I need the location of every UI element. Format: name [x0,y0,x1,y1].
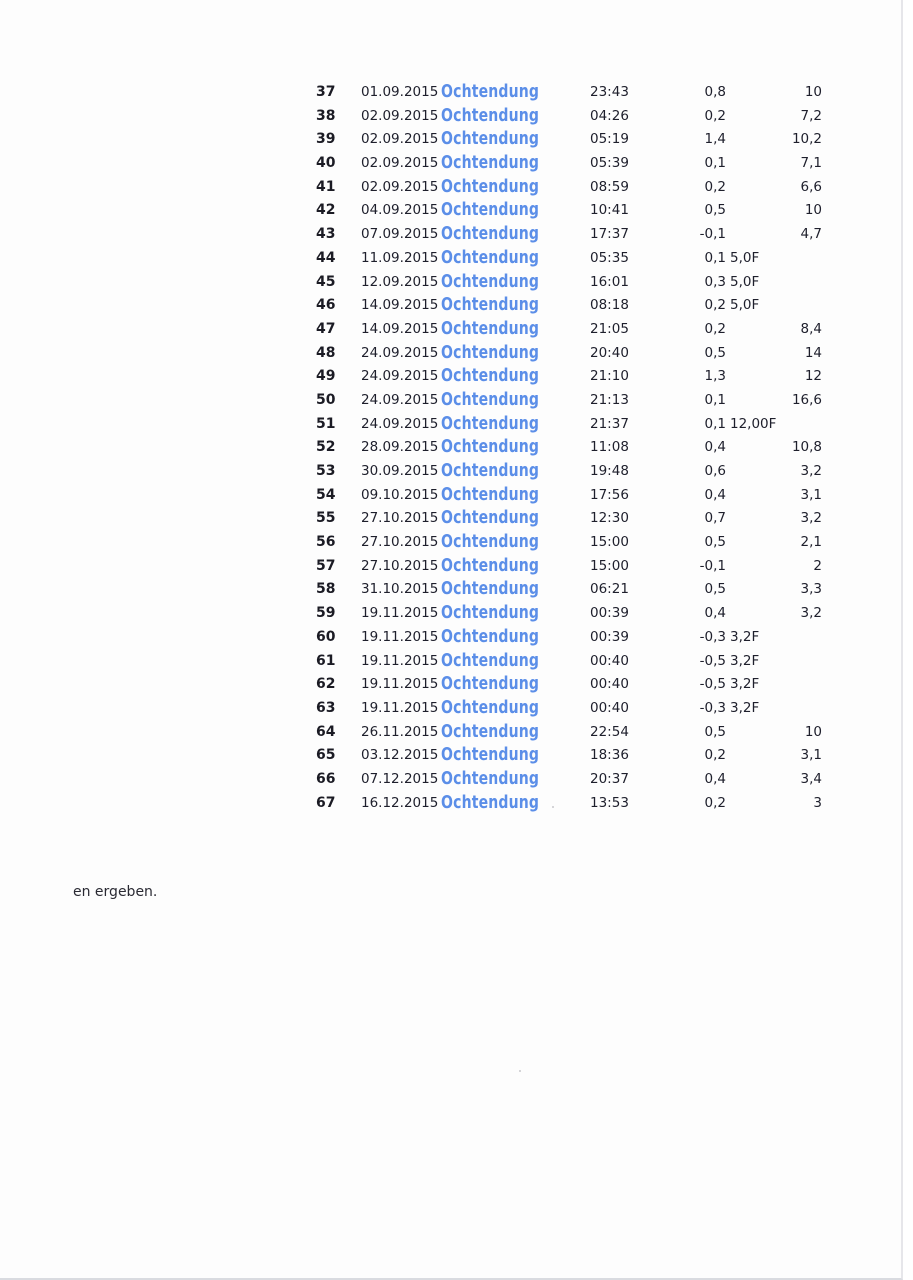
row-number: 51 [316,415,336,432]
table-row [300,295,840,319]
event-date: 30.09.2015 [361,463,439,479]
event-depth: 10,8 [791,439,822,456]
event-magnitude: 0,2 [704,747,726,764]
table-row [300,224,840,248]
row-number: 55 [316,510,336,527]
event-magnitude: 0,1 [704,391,726,408]
table-row [300,627,840,651]
event-date: 26.11.2015 [361,723,439,740]
table-row [300,414,840,438]
row-number: 53 [316,463,336,479]
event-date: 01.09.2015 [361,84,439,100]
event-date: 02.09.2015 [361,131,439,148]
event-magnitude: 0,8 [704,84,726,100]
event-location: Ochtendung [441,436,540,458]
row-number: 45 [316,273,336,290]
event-time: 00:39 [590,628,629,645]
event-magnitude: 0,2 [704,320,726,337]
table-row [300,556,840,580]
row-number: 54 [316,486,336,503]
event-depth: 3 [813,794,822,811]
fixed-depth-value: 5,0F [730,249,760,266]
event-magnitude: 0,6 [704,463,726,479]
row-number: 64 [316,723,336,740]
event-location: Ochtendung [441,317,540,339]
event-location: Ochtendung [441,531,540,553]
table-row [300,769,840,793]
event-date: 12.09.2015 [361,273,439,290]
event-magnitude: 0,2 [704,794,726,811]
event-date: 27.10.2015 [361,510,439,527]
table-row [300,508,840,532]
event-depth: 3,2 [800,510,822,527]
event-date: 04.09.2015 [361,202,439,219]
event-time: 21:13 [590,391,629,408]
event-depth: 8,4 [800,320,822,337]
scan-speck [552,806,554,808]
event-depth: 6,6 [800,178,822,195]
fixed-depth-value: 3,2F [730,699,760,716]
event-depth: 7,2 [800,107,822,124]
event-date: 03.12.2015 [361,747,439,764]
row-number: 43 [316,226,336,243]
event-magnitude: 0,1 [704,249,726,266]
event-time: 19:48 [590,463,629,479]
row-number: 37 [316,84,336,100]
event-magnitude: 0,5 [704,723,726,740]
event-magnitude: 0,4 [704,486,726,503]
table-row [300,579,840,603]
event-location: Ochtendung [441,649,540,671]
event-magnitude: 0,4 [704,770,726,787]
row-number: 67 [316,794,336,811]
event-time: 00:40 [590,652,629,669]
event-magnitude: 0,7 [704,510,726,527]
table-row [300,698,840,722]
event-time: 06:21 [590,581,629,598]
event-location: Ochtendung [441,412,540,434]
event-location: Ochtendung [441,460,540,481]
event-time: 05:19 [590,131,629,148]
event-location: Ochtendung [441,744,540,766]
table-row [300,153,840,177]
event-time: 17:56 [590,486,629,503]
event-depth: 2 [813,557,822,574]
event-magnitude: 0,2 [704,297,726,314]
event-location: Ochtendung [441,104,540,126]
event-time: 08:18 [590,297,629,314]
event-depth: 3,3 [800,581,822,598]
event-location: Ochtendung [441,554,540,576]
event-time: 00:40 [590,699,629,716]
event-location: Ochtendung [441,270,540,292]
row-number: 42 [316,202,336,219]
event-depth: 10 [804,202,822,219]
table-row [300,177,840,201]
event-location: Ochtendung [441,578,540,600]
event-location: Ochtendung [441,625,540,647]
event-time: 08:59 [590,178,629,195]
fixed-depth-value: 3,2F [730,652,760,669]
event-date: 11.09.2015 [361,249,439,266]
row-number: 58 [316,581,336,598]
event-time: 20:37 [590,770,629,787]
event-date: 19.11.2015 [361,676,439,693]
event-location: Ochtendung [441,483,540,505]
table-row [300,319,840,343]
event-location: Ochtendung [441,602,540,624]
event-time: 05:39 [590,155,629,172]
event-date: 27.10.2015 [361,534,439,551]
event-time: 00:39 [590,605,629,622]
event-location: Ochtendung [441,152,540,174]
event-date: 02.09.2015 [361,155,439,172]
event-date: 02.09.2015 [361,178,439,195]
row-number: 65 [316,747,336,764]
table-row [300,674,840,698]
event-magnitude: -0,1 [699,226,726,243]
row-number: 62 [316,676,336,693]
event-time: 15:00 [590,534,629,551]
event-magnitude: -0,5 [699,676,726,693]
footer-text-fragment: en ergeben. [73,884,158,900]
event-depth: 12 [804,368,822,385]
event-date: 24.09.2015 [361,344,439,361]
event-time: 04:26 [590,107,629,124]
event-magnitude: 0,5 [704,202,726,219]
event-date: 19.11.2015 [361,605,439,622]
row-number: 61 [316,652,336,669]
row-number: 39 [316,131,336,148]
event-magnitude: 0,2 [704,178,726,195]
event-date: 16.12.2015 [361,794,439,811]
fixed-depth-value: 12,00F [730,415,777,432]
table-row [300,437,840,461]
table-row [300,129,840,153]
fixed-depth-value: 5,0F [730,297,760,314]
event-date: 27.10.2015 [361,557,439,574]
event-date: 19.11.2015 [361,652,439,669]
row-number: 38 [316,107,336,124]
event-depth: 2,1 [800,534,822,551]
table-row [300,248,840,272]
event-location: Ochtendung [441,294,540,316]
event-magnitude: 0,1 [704,155,726,172]
row-number: 49 [316,368,336,385]
event-magnitude: 0,5 [704,581,726,598]
table-row [300,82,840,106]
event-time: 15:00 [590,557,629,574]
event-date: 24.09.2015 [361,368,439,385]
event-magnitude: 0,4 [704,439,726,456]
event-location: Ochtendung [441,223,540,245]
row-number: 46 [316,297,336,314]
event-date: 14.09.2015 [361,320,439,337]
event-time: 20:40 [590,344,629,361]
event-time: 18:36 [590,747,629,764]
event-date: 19.11.2015 [361,699,439,716]
event-time: 17:37 [590,226,629,243]
event-depth: 3,2 [800,605,822,622]
event-magnitude: -0,3 [699,628,726,645]
row-number: 44 [316,249,336,266]
table-row [300,722,840,746]
event-date: 24.09.2015 [361,391,439,408]
fixed-depth-value: 3,2F [730,676,760,693]
event-location: Ochtendung [441,791,540,813]
event-location: Ochtendung [441,175,540,197]
table-row [300,793,840,817]
event-depth: 3,1 [800,747,822,764]
table-row [300,651,840,675]
event-depth: 3,2 [800,463,822,479]
event-time: 12:30 [590,510,629,527]
table-row [300,603,840,627]
event-location: Ochtendung [441,388,540,410]
event-depth: 3,1 [800,486,822,503]
event-depth: 3,4 [800,770,822,787]
row-number: 60 [316,628,336,645]
event-time: 10:41 [590,202,629,219]
event-magnitude: -0,1 [699,557,726,574]
event-location: Ochtendung [441,341,540,363]
event-time: 23:43 [590,84,629,100]
event-depth: 16,6 [791,391,822,408]
event-magnitude: 0,4 [704,605,726,622]
row-number: 47 [316,320,336,337]
event-time: 21:05 [590,320,629,337]
event-location: Ochtendung [441,128,540,150]
row-number: 48 [316,344,336,361]
event-date: 07.12.2015 [361,770,439,787]
table-row [300,366,840,390]
table-row [300,272,840,296]
event-date: 28.09.2015 [361,439,439,456]
event-location: Ochtendung [441,246,540,268]
event-location: Ochtendung [441,507,540,529]
event-time: 05:35 [590,249,629,266]
event-depth: 14 [804,344,822,361]
event-date: 19.11.2015 [361,628,439,645]
event-magnitude: 0,2 [704,107,726,124]
row-number: 52 [316,439,336,456]
fixed-depth-value: 5,0F [730,273,760,290]
row-number: 40 [316,155,336,172]
event-magnitude: 0,3 [704,273,726,290]
event-depth: 7,1 [800,155,822,172]
event-location: Ochtendung [441,720,540,742]
event-time: 11:08 [590,439,629,456]
event-date: 31.10.2015 [361,581,439,598]
event-time: 13:53 [590,794,629,811]
event-depth: 4,7 [800,226,822,243]
event-location: Ochtendung [441,673,540,695]
event-location: Ochtendung [441,365,540,387]
row-number: 59 [316,605,336,622]
scan-speck [519,1070,521,1072]
event-magnitude: 1,3 [704,368,726,385]
table-row [300,532,840,556]
row-number: 57 [316,557,336,574]
event-location: Ochtendung [441,767,540,789]
row-number: 63 [316,699,336,716]
event-magnitude: -0,5 [699,652,726,669]
event-location: Ochtendung [441,199,540,221]
event-depth: 10,2 [791,131,822,148]
event-time: 22:54 [590,723,629,740]
fixed-depth-value: 3,2F [730,628,760,645]
event-date: 24.09.2015 [361,415,439,432]
row-number: 41 [316,178,336,195]
row-number: 50 [316,391,336,408]
event-depth: 10 [804,723,822,740]
earthquake-table [300,82,840,816]
row-number: 56 [316,534,336,551]
row-number: 66 [316,770,336,787]
event-date: 14.09.2015 [361,297,439,314]
event-location: Ochtendung [441,81,540,102]
event-time: 21:10 [590,368,629,385]
event-depth: 10 [804,84,822,100]
event-magnitude: -0,3 [699,699,726,716]
event-time: 16:01 [590,273,629,290]
event-magnitude: 0,1 [704,415,726,432]
event-date: 02.09.2015 [361,107,439,124]
event-magnitude: 0,5 [704,534,726,551]
event-time: 00:40 [590,676,629,693]
event-location: Ochtendung [441,696,540,718]
table-row [300,461,840,485]
table-row [300,200,840,224]
event-time: 21:37 [590,415,629,432]
table-row [300,745,840,769]
event-magnitude: 0,5 [704,344,726,361]
table-row [300,343,840,367]
table-row [300,390,840,414]
table-row [300,485,840,509]
table-row [300,106,840,130]
event-magnitude: 1,4 [704,131,726,148]
event-date: 09.10.2015 [361,486,439,503]
event-date: 07.09.2015 [361,226,439,243]
